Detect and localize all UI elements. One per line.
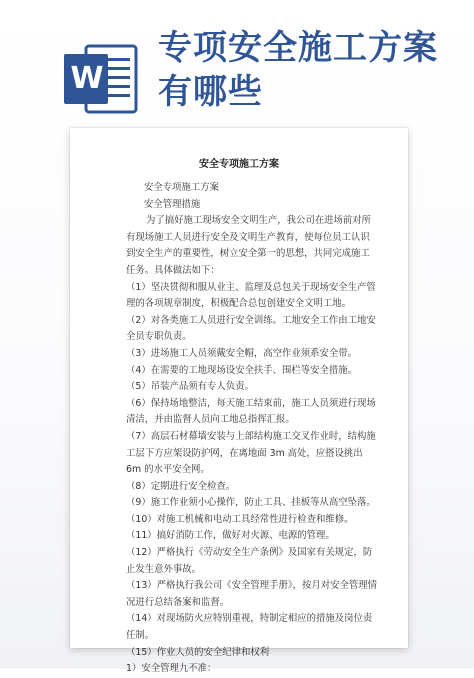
doc-list-item: （4）在需要的工地现场设安全扶手、围栏等安全措施。 [126,364,357,376]
doc-line: 安全管理措施 [144,198,201,210]
doc-list-item: （12）严格执行《劳动安全生产条例》及国家有关规定，防止发生意外事故。 [126,547,373,575]
word-document-icon [62,38,140,120]
doc-list-item: （10）对施工机械和电动工具经常性进行检查和维修。 [126,513,354,525]
banner-title-line2: 有哪些 [158,72,263,112]
doc-line: 安全专项施工方案 [144,182,220,193]
word-letter: W [70,61,104,96]
document-title: 安全专项施工方案 [199,159,279,170]
doc-list-item: （15）作业人员的安全纪律和权利 [126,646,270,658]
doc-list-item: （1）坚决贯彻和服从业主、监理及总包关于现场安全生产管理的各项规章制度，积极配合总包创建安全文明工地。 [126,281,376,310]
doc-list-item: （5）吊装产品须有专人负责。 [126,381,254,393]
banner-title-line1: 专项安全施工方案 [158,28,438,68]
doc-list-item: （13）严格执行我公司《安全管理手册》，按月对安全管理情况进行总结备案和监督。 [126,580,377,608]
doc-list-item: （2）对各类施工人员进行安全训练。工地安全工作由工地安全员专职负责。 [126,314,376,343]
doc-list-item: （6）保持场地整洁，每天施工结束前，施工人员须进行现场清洁，并由监督人员向工地总指挥汇报。 [126,397,376,426]
doc-list-item: （3）进场施工人员须戴安全帽，高空作业须系安全带。 [126,347,357,359]
doc-list-item: （8）定期进行安全检查。 [126,480,236,492]
doc-list-item: （11）搞好消防工作，做好对火源、电源的管理。 [126,530,335,542]
doc-list-item: （14）对现场防火应特别重视，特制定相应的措施及岗位责任制。 [126,613,373,642]
doc-list-item: （7）高层石材幕墙安装与上部结构施工交叉作业时，结构施工层下方应架设防护网，在离地面 3m 高处，应搭设挑出 6m 的水平安全网。 [126,430,376,476]
doc-list-item: 1）安全管理九不准： [126,663,217,675]
document-body [126,180,378,678]
document-page [70,128,408,675]
doc-list-item: （9）施工作业须小心操作，防止工具、挂板等从高空坠落。 [126,497,376,509]
banner-title [158,26,458,114]
doc-paragraph: 为了搞好施工现场安全文明生产，我公司在进场前对所有现场施工人员进行安全及文明生产教育，使每位员工认识到安全生产的重要性，树立安全第一的思想，共同完成施工任务。具体做法如下： [126,215,372,276]
